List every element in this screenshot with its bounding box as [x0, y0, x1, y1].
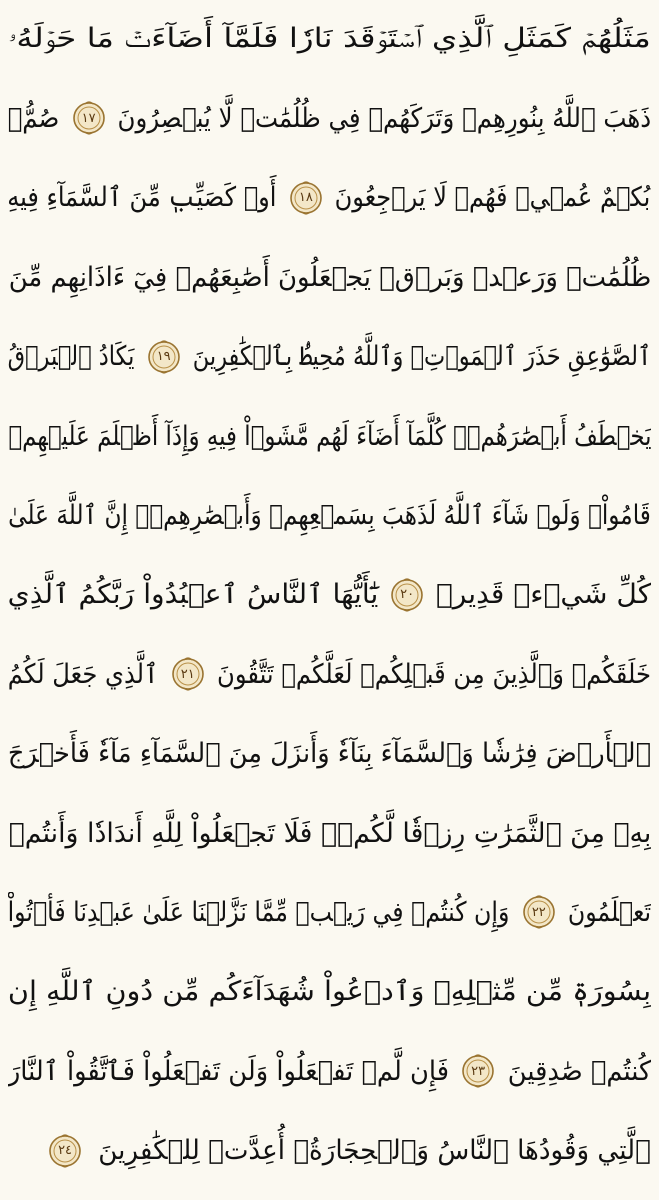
- verse-text: وَإِن كُنتُمۡ فِي رَيۡبٖ مِّمَّا نَزَّلۡنَا عَلَىٰ عَبۡدِنَا فَأۡتُواْ: [8, 896, 510, 928]
- ayah-end-marker: [147, 340, 181, 374]
- ayah-end-marker: [289, 181, 323, 215]
- ayah-end-marker: [72, 101, 106, 135]
- verse-text: قَامُواْۚ وَلَوۡ شَآءَ ٱللَّهُ لَذَهَبَ بِسَمۡعِهِمۡ وَأَبۡصَٰرِهِمۡۚ إِنَّ ٱللَّهَ عَلَىٰ: [8, 499, 651, 531]
- verse-text: ظُلُمَٰتٞ وَرَعۡدٞ وَبَرۡقٞ يَجۡعَلُونَ أَصَٰبِعَهُمۡ فِيٓ ءَاذَانِهِم مِّنَ: [8, 261, 651, 293]
- verse-line: [8, 480, 651, 550]
- verse-line: [8, 83, 651, 153]
- ayah-number: ١٨: [298, 190, 313, 206]
- verse-text: ٱلَّتِي وَقُودُهَا ٱلنَّاسُ وَٱلۡحِجَارَةُۖ أُعِدَّتۡ لِلۡكَٰفِرِينَ: [98, 1135, 651, 1167]
- verse-line: [8, 163, 651, 233]
- ayah-end-marker: [390, 578, 424, 612]
- verse-text: مَثَلُهُمۡ كَمَثَلِ ٱلَّذِي ٱسۡتَوۡقَدَ نَارٗا فَلَمَّآ أَضَآءَتۡ مَا حَوۡلَهُۥ: [8, 23, 651, 54]
- verse-line: [8, 560, 651, 630]
- verse-text: بِسُورَةٖ مِّن مِّثۡلِهِۦ وَٱدۡعُواْ شُهَدَآءَكُم مِّن دُونِ ٱللَّهِ إِن: [8, 976, 651, 1008]
- verse-text: ٱلصَّوَٰعِقِ حَذَرَ ٱلۡمَوۡتِۚ وَٱللَّهُ مُحِيطُۢ بِٱلۡكَٰفِرِينَ: [192, 341, 651, 373]
- ayah-end-marker: [48, 1134, 82, 1168]
- verse-text: يَخۡطَفُ أَبۡصَٰرَهُمۡۖ كُلَّمَآ أَضَآءَ لَهُم مَّشَوۡاْ فِيهِ وَإِذَآ أَظۡلَمَ عَلَيۡهِمۡ: [8, 420, 651, 452]
- verse-text: كُنتُمۡ صَٰدِقِينَ: [507, 1055, 651, 1087]
- verse-line: [8, 401, 651, 471]
- ayah-number: ٢٠: [400, 587, 415, 603]
- verse-line: [8, 719, 651, 789]
- verse-line: [8, 798, 651, 868]
- verse-text: بُكۡمٌ عُمۡيٞ فَهُمۡ لَا يَرۡجِعُونَ: [335, 182, 651, 214]
- verse-text: كُلِّ شَيۡءٖ قَدِيرٞ: [435, 579, 651, 611]
- verse-text: خَلَقَكُمۡ وَٱلَّذِينَ مِن قَبۡلِكُمۡ لَعَلَّكُمۡ تَتَّقُونَ: [216, 658, 651, 690]
- ayah-number: ١٧: [81, 110, 96, 126]
- verse-text: ذَهَبَ ٱللَّهُ بِنُورِهِمۡ وَتَرَكَهُمۡ فِي ظُلُمَٰتٖ لَّا يُبۡصِرُونَ: [117, 102, 651, 134]
- verse-line: [8, 1116, 651, 1186]
- ayah-number: ١٩: [156, 349, 171, 365]
- ayah-number: ٢١: [180, 666, 195, 682]
- verse-line: [8, 957, 651, 1027]
- ayah-number: ٢٣: [471, 1063, 486, 1079]
- verse-text: بِهِۦ مِنَ ٱلثَّمَرَٰتِ رِزۡقٗا لَّكُمۡۖ فَلَا تَجۡعَلُواْ لِلَّهِ أَندَادٗا وَأَنتُمۡ: [8, 817, 651, 849]
- verse-text: أَوۡ كَصَيِّبٖ مِّنَ ٱلسَّمَآءِ فِيهِ: [8, 182, 277, 214]
- verse-text: فَإِن لَّمۡ تَفۡعَلُواْ وَلَن تَفۡعَلُواْ فَٱتَّقُواْ ٱلنَّارَ: [8, 1055, 450, 1087]
- ayah-end-marker: [522, 895, 556, 929]
- verse-text: تَعۡلَمُونَ: [567, 896, 651, 928]
- ayah-number: ٢٤: [58, 1143, 73, 1159]
- verse-text: صُمُّۢ: [8, 102, 60, 134]
- verse-text: يَكَادُ ٱلۡبَرۡقُ: [8, 341, 135, 373]
- verse-line: [8, 1036, 651, 1106]
- verse-text: ٱلَّذِي جَعَلَ لَكُمُ: [8, 658, 159, 690]
- verse-line: [8, 322, 651, 392]
- verse-text: ٱلۡأَرۡضَ فِرَٰشٗا وَٱلسَّمَآءَ بِنَآءٗ وَأَنزَلَ مِنَ ٱلسَّمَآءِ مَآءٗ فَأَخۡرَجَ: [8, 738, 651, 770]
- verse-line: [8, 639, 651, 709]
- verse-text: يَٰٓأَيُّهَا ٱلنَّاسُ ٱعۡبُدُواْ رَبَّكُمُ ٱلَّذِي: [8, 579, 379, 611]
- ayah-number: ٢٢: [531, 904, 546, 920]
- verse-line: [8, 242, 651, 312]
- verse-line: [8, 4, 651, 74]
- ayah-end-marker: [171, 657, 205, 691]
- verse-line: [8, 877, 651, 947]
- ayah-end-marker: [461, 1054, 495, 1088]
